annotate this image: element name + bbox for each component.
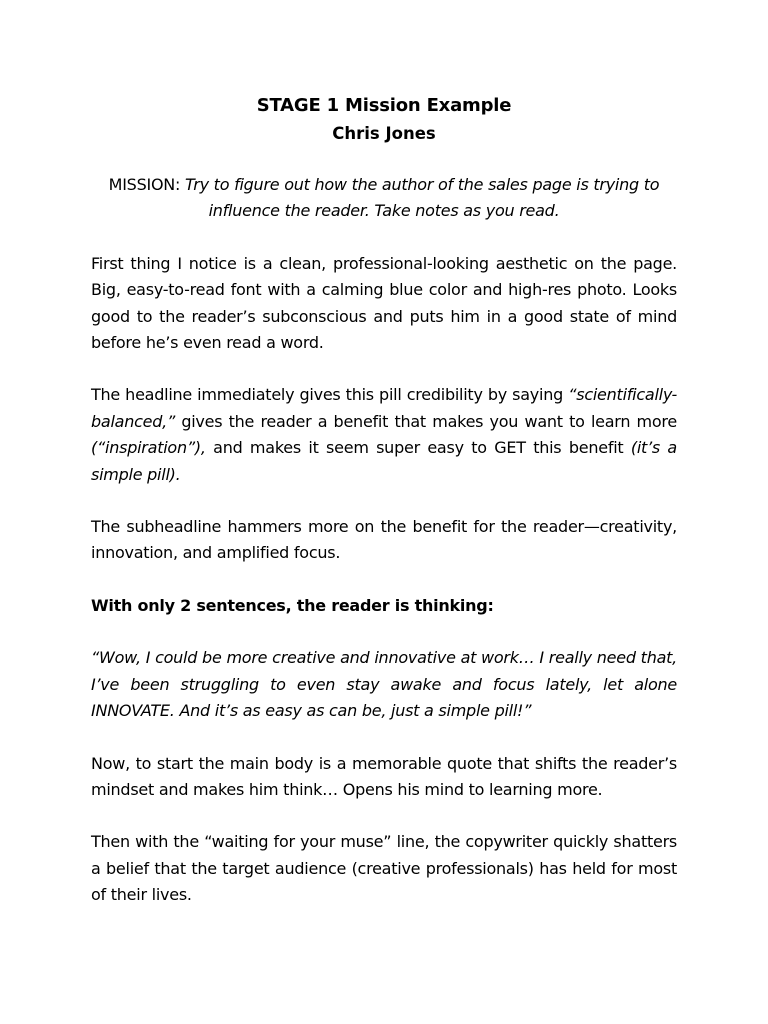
headline-text-e: and makes it seem super easy to GET this benefit: [205, 438, 631, 458]
headline-quote-inspiration: (“inspiration”),: [91, 438, 206, 458]
paragraph-aesthetic: First thing I notice is a clean, professional-looking aesthetic on the page. Big, easy-to-read font with a calming blue color and high-res photo. Looks good to the reader’s subconscious and puts him in a good state of mind before he’s even read a word.: [91, 253, 677, 353]
paragraph-reader-thinking: With only 2 sentences, the reader is thinking:: [91, 595, 494, 615]
mission-paragraph: [91, 172, 677, 225]
headline-text-c: gives the reader a benefit that makes you want to learn more: [175, 411, 677, 431]
headline-text-a: The headline immediately gives this pill credibility by saying: [91, 385, 569, 405]
paragraph-muse: Then with the “waiting for your muse” line, the copywriter quickly shatters a belief that the target audience (creative professionals) has held for most of their lives.: [91, 832, 677, 905]
paragraph-reader-quote: [91, 645, 677, 724]
headline-quote-pill: (it’s a simple pill).: [91, 438, 677, 484]
reader-quote-text: “Wow, I could be more creative and innovative at work… I really need that, I’ve been struggling to even stay awake and focus lately, let alone INNOVATE. And it’s as easy as can be, just a simple pill!”: [91, 648, 677, 721]
mission-text: Try to figure out how the author of the sales page is trying to influence the reader. Take notes as you read.: [185, 175, 660, 221]
paragraph-subheadline: The subheadline hammers more on the benefit for the reader—creativity, innovation, and amplified focus.: [91, 517, 677, 563]
mission-label: MISSION:: [108, 175, 185, 194]
document-author: Chris Jones: [332, 124, 436, 143]
headline-quote-scientific: “scientifically-balanced,”: [91, 385, 677, 431]
paragraph-headline: [91, 382, 677, 488]
document-title: STAGE 1 Mission Example: [256, 95, 512, 116]
paragraph-main-body: Now, to start the main body is a memorable quote that shifts the reader’s mindset and makes him think… Opens his mind to learning more.: [91, 753, 677, 799]
